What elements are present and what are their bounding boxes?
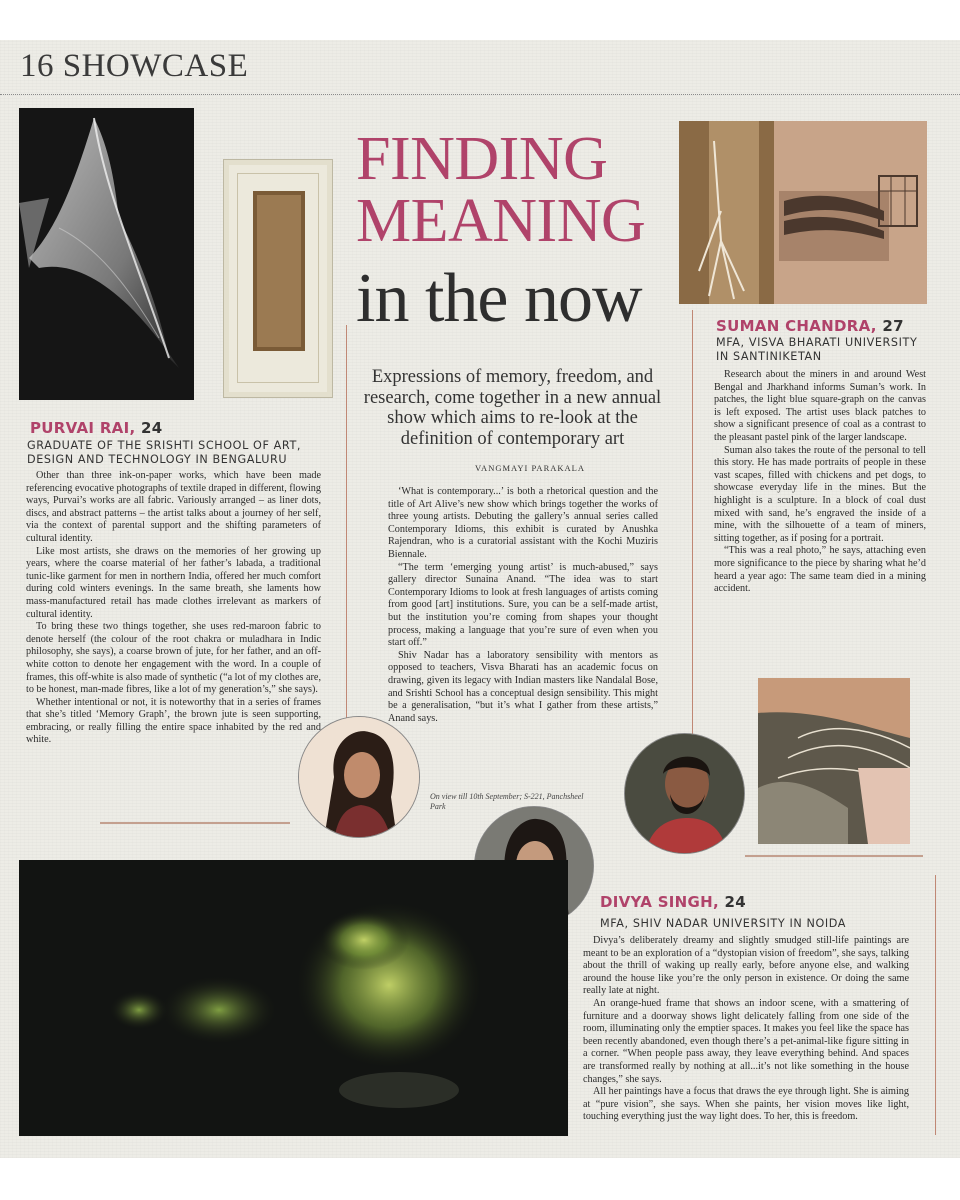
- artist-name: PURVAI RAI,: [30, 419, 136, 437]
- suman-portrait: [624, 733, 745, 854]
- artist-age: 27: [882, 317, 904, 335]
- portrait-image: [299, 717, 420, 838]
- byline: VANGMAYI PARAKALA: [475, 463, 585, 473]
- suman-artwork-photo: [679, 121, 927, 304]
- divya-paragraph: All her paintings have a focus that draws the eye through light. She is aiming at “pure vision”, she says. When she paints, her vision moves like light, touching everything just the way light does. To her, this is freedom.: [583, 1086, 909, 1123]
- headline-line3: in the now: [356, 260, 642, 337]
- mine-landscape-image: [679, 121, 927, 304]
- purvai-name-heading: [30, 419, 162, 437]
- artist-age: 24: [724, 893, 747, 911]
- center-paragraph: “The term ‘emerging young artist’ is much-abused,” says gallery director Sunaina Anand. “The idea was to start Contemporary Idioms to look at fresh languages of artists coming from good [art] institutions. Sure, you can be a self-made artist, but the institution you’re coming from shapes your thought process, making a language that you’re sure of even when you start off.”: [388, 561, 658, 649]
- purvai-paragraph: Whether intentional or not, it is noteworthy that in a series of frames that she’s titled ‘Memory Graph’, the brown jute is seen supporting, embracing, or really filling the entire space inhabited by the red and white.: [26, 696, 321, 746]
- center-paragraph: ‘What is contemporary...’ is both a rhetorical question and the title of Art Alive’s new show which brings together the works of three young artists. Debuting the gallery’s annual series called Contemporary Idioms, this exhibit is curated by Anushka Rajendran, who is a curatorial assistant with the Kochi Muziris Biennale.: [388, 486, 658, 560]
- page-header: [20, 48, 248, 85]
- divya-paragraph: Divya’s deliberately dreamy and slightly smudged still-life paintings are meant to be an exploration of a “dystopian vision of freedom”, she says, talking about the thrill of waking up really early, before anyone else, and walking around the house like you’re the only person in existence. Or doing the same really late at night.: [583, 935, 909, 997]
- suman-subtitle: MFA, VISVA BHARATI UNIVERSITY IN SANTINIKETAN: [716, 336, 918, 363]
- dreamy-still-life-image: [19, 860, 568, 1136]
- headline-line1: FINDING: [356, 125, 608, 193]
- divya-artwork-photo: [19, 860, 568, 1136]
- artist-age: 24: [141, 419, 163, 437]
- suman-bottom-rule: [745, 855, 923, 857]
- artist-name: DIVYA SINGH,: [600, 893, 720, 911]
- right-column-rule: [692, 310, 693, 740]
- suman-coal-artwork: [758, 678, 910, 844]
- purvai-paragraph: Like most artists, she draws on the memories of her growing up years, where the coarse material of her father’s labada, a traditional tunic-like garment for men in northern India, offered her much comfort during cold winters evenings. In the same breath, she laments how mass-manufactured retail has made clothes irrelevant as markers of cultural identity.: [26, 545, 321, 620]
- portrait-image: [625, 734, 745, 854]
- frame-inner-border: [237, 173, 319, 383]
- suman-paragraph: Research about the miners in and around West Bengal and Jharkhand informs Suman’s work. In patches, the light blue square-graph on the canvas is left exposed. The artist uses black patches to show a significant presence of coal as a contrast to the pleasant pastel pink of the larger landscape.: [714, 369, 926, 443]
- standfirst: Expressions of memory, freedom, and research, come together in a new annual show which aims to re-look at the definition of contemporary art: [363, 367, 662, 450]
- header-divider: [0, 94, 960, 95]
- artist-name: SUMAN CHANDRA,: [716, 317, 877, 335]
- purvai-frame-artwork: [224, 160, 332, 397]
- purvai-paragraph: Other than three ink-on-paper works, which have been made referencing evocative photographs of textile draped in different, flowing ways, Purvai’s works are all fabric. Variously arranged – as liner dots, discs, and abstract patterns – the artist talks about a journey of her self, via the context of parental support and the shifting parameters of cultural identity.: [26, 470, 321, 544]
- page-number: 16: [20, 48, 54, 84]
- divya-column-text: [583, 935, 909, 1124]
- center-paragraph: Shiv Nadar has a laboratory sensibility with mentors as opposed to teachers, Visva Bharati has an academic focus on drawing, given its legacy with Indian masters like Nandalal Bose, and Srishti School has a conceptual design sensibility. This might be a generalisation, “but it’s what I gather from these artists,” Anand says.: [388, 649, 658, 724]
- headline: [356, 125, 676, 337]
- purvai-column-text: [26, 470, 321, 747]
- section-name: SHOWCASE: [62, 48, 249, 84]
- suman-name-heading: [716, 317, 904, 335]
- suman-paragraph: “This was a real photo,” he says, attaching even more significance to the piece by sharing what he’d heard a year ago: The same team died in a mining accident.: [714, 545, 926, 595]
- purvai-subtitle: GRADUATE OF THE SRISHTI SCHOOL OF ART, DESIGN AND TECHNOLOGY IN BENGALURU: [27, 439, 302, 466]
- purvai-bottom-rule: [100, 822, 290, 824]
- divya-name-heading: [600, 893, 746, 911]
- suman-paragraph: Suman also takes the route of the personal to tell this story. He has made portraits of people in these vast scapes, filled with chickens and pet dogs, to showcase everyday life in the mines. But the highlight is a sculpture. In a block of coal dust mixed with sand, he’s engraved the inside of a mine, with the silhouette of a team of miners, sitting together, as if posing for a portrait.: [714, 444, 926, 544]
- draped-fabric-image: [19, 108, 194, 400]
- divya-paragraph: An orange-hued frame that shows an indoor scene, with a smattering of furniture and a doorway shows light delicately falling from one side of the room, illuminating only the emptier spaces. It makes you feel like the space has been recently abandoned, even though there’s a pet-animal-like figure sitting in a corner. “When people pass away, they leave everything behind. And spaces are transformed really by nothing at all...it’s not like something in the house changes,” she says.: [583, 997, 909, 1085]
- center-column-text: [388, 486, 658, 725]
- purvai-paragraph: To bring these two things together, she uses red-maroon fabric to denote herself (the colour of the root chakra or muladhara in Indic philosophy, she says), a coarse brown of jute, for her father, and an off-white cotton to denote her engagement with the word. In a couple of frames, this off-white is also made of synthetic (“a lot of my clothes are, to be honest, man-made fibres, like a lot of my generation’s,” she says).: [26, 621, 321, 696]
- divya-column-rule: [935, 875, 936, 1135]
- coal-sculpture-image: [758, 678, 910, 844]
- purvai-artwork-photo: [19, 108, 194, 400]
- purvai-portrait: [298, 716, 420, 838]
- suman-column-text: [714, 369, 926, 596]
- divya-subtitle: MFA, SHIV NADAR UNIVERSITY IN NOIDA: [600, 917, 847, 930]
- exhibition-caption: On view till 10th September; S-221, Panchsheel Park: [430, 792, 584, 811]
- headline-line2: MEANING: [356, 187, 646, 255]
